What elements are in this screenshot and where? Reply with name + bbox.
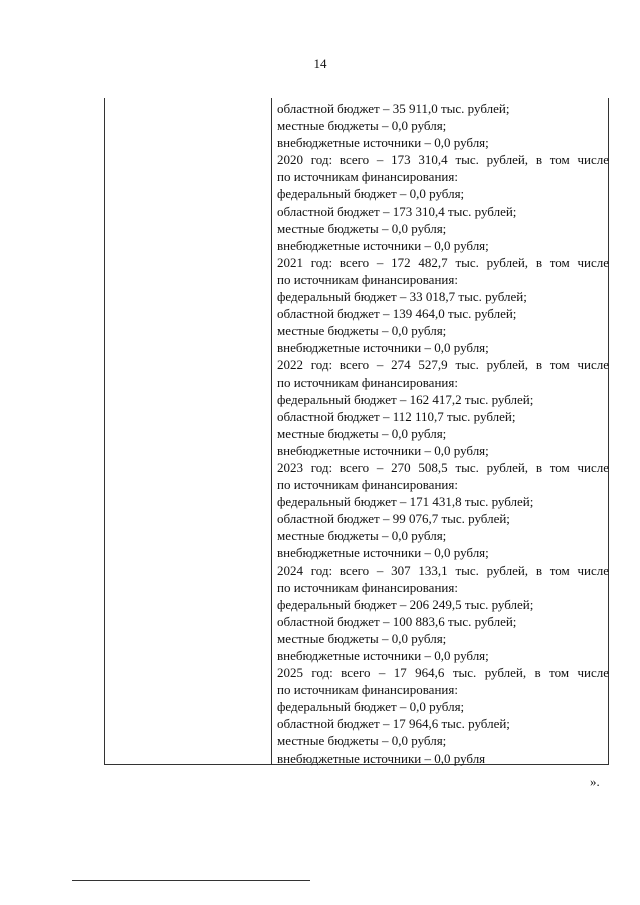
funding-line: внебюджетные источники – 0,0 рубля; [277, 442, 489, 458]
funding-line: местные бюджеты – 0,0 рубля; [277, 118, 447, 134]
funding-line: федеральный бюджет – 162 417,2 тыс. рублей; [277, 391, 534, 407]
footer-rule [72, 880, 310, 881]
funding-line: местные бюджеты – 0,0 рубля; [277, 528, 447, 544]
column-divider [271, 98, 272, 764]
funding-line: областной бюджет – 17 964,6 тыс. рублей; [277, 716, 510, 732]
funding-line: внебюджетные источники – 0,0 рубля; [277, 545, 489, 561]
funding-line: областной бюджет – 139 464,0 тыс. рублей; [277, 306, 517, 322]
funding-line: 2024 год: всего – 307 133,1 тыс. рублей, в том числе [277, 562, 609, 578]
funding-line: по источникам финансирования: [277, 169, 458, 185]
funding-line: по источникам финансирования: [277, 579, 458, 595]
funding-line: федеральный бюджет – 171 431,8 тыс. рублей; [277, 494, 534, 510]
funding-line: внебюджетные источники – 0,0 рубля; [277, 340, 489, 356]
funding-details-cell [277, 100, 609, 767]
funding-line: федеральный бюджет – 0,0 рубля; [277, 699, 465, 715]
funding-line: областной бюджет – 112 110,7 тыс. рублей; [277, 408, 516, 424]
funding-line: внебюджетные источники – 0,0 рубля; [277, 237, 489, 253]
funding-line: областной бюджет – 100 883,6 тыс. рублей; [277, 613, 517, 629]
funding-line: областной бюджет – 35 911,0 тыс. рублей; [277, 101, 510, 116]
funding-line: федеральный бюджет – 206 249,5 тыс. рублей; [277, 596, 534, 612]
funding-line: 2021 год: всего – 172 482,7 тыс. рублей, в том числе [277, 254, 609, 270]
funding-line: местные бюджеты – 0,0 рубля; [277, 220, 447, 236]
funding-line: местные бюджеты – 0,0 рубля; [277, 323, 447, 339]
funding-line: федеральный бюджет – 0,0 рубля; [277, 186, 465, 202]
funding-line: местные бюджеты – 0,0 рубля; [277, 630, 447, 646]
funding-line: областной бюджет – 173 310,4 тыс. рублей; [277, 203, 517, 219]
funding-line: внебюджетные источники – 0,0 рубля [277, 750, 486, 766]
page-number: 14 [313, 56, 327, 71]
funding-line: областной бюджет – 99 076,7 тыс. рублей; [277, 511, 510, 527]
funding-line: по источникам финансирования: [277, 682, 458, 698]
closing-quote-mark: ». [590, 774, 600, 789]
funding-line: 2022 год: всего – 274 527,9 тыс. рублей, в том числе [277, 357, 609, 373]
funding-line: по источникам финансирования: [277, 477, 458, 493]
funding-table [104, 98, 609, 765]
funding-line: внебюджетные источники – 0,0 рубля; [277, 648, 489, 663]
funding-line: по источникам финансирования: [277, 271, 458, 287]
funding-line: по источникам финансирования: [277, 374, 458, 390]
funding-line: внебюджетные источники – 0,0 рубля; [277, 135, 489, 151]
funding-line: 2025 год: всего – 17 964,6 тыс. рублей, в том числе [277, 665, 609, 681]
funding-line: местные бюджеты – 0,0 рубля; [277, 733, 447, 749]
funding-line: 2020 год: всего – 173 310,4 тыс. рублей, в том числе [277, 152, 609, 168]
funding-line: федеральный бюджет – 33 018,7 тыс. рублей; [277, 289, 527, 305]
funding-line: местные бюджеты – 0,0 рубля; [277, 425, 447, 441]
funding-line: 2023 год: всего – 270 508,5 тыс. рублей, в том числе [277, 459, 609, 475]
